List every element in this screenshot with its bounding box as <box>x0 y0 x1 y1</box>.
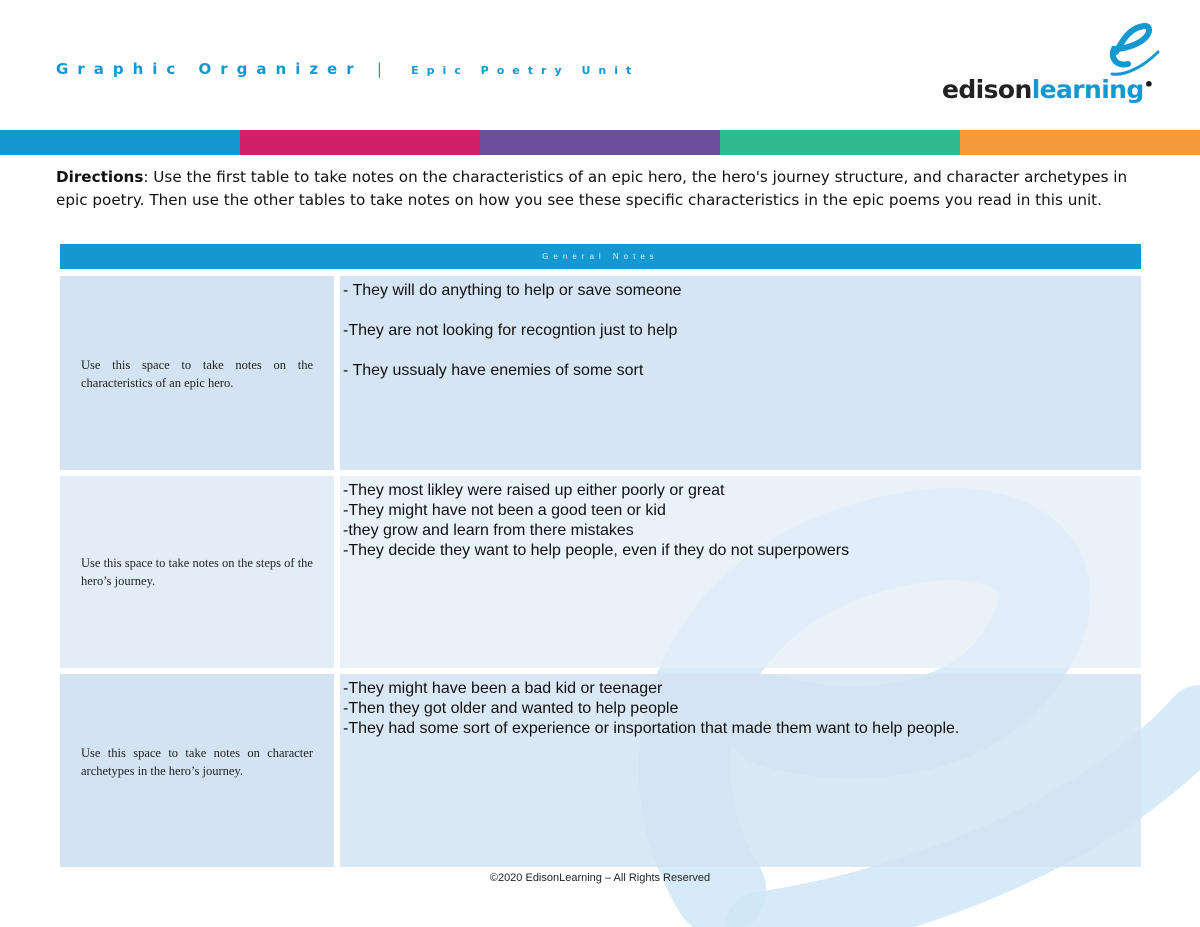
table-row-epic-hero <box>60 276 1141 470</box>
logo-text-edison: edison <box>942 75 1032 104</box>
notes-cell[interactable] <box>340 276 1141 470</box>
note-line: -they grow and learn from there mistakes <box>343 522 634 539</box>
logo-text-learning: learning <box>1031 75 1144 104</box>
prompt-text: Use this space to take notes on the characteristics of an epic hero. <box>81 358 313 390</box>
band-orange <box>960 130 1200 155</box>
note-line: - They will do anything to help or save someone <box>343 282 682 299</box>
edison-e-logo-icon <box>1012 22 1162 78</box>
logo-wordmark <box>942 75 1153 104</box>
note-line: -They most likley were raised up either poorly or great <box>343 482 725 499</box>
note-line: -They might have been a bad kid or teenager <box>343 680 663 697</box>
notes-cell[interactable] <box>340 476 1141 668</box>
copyright-footer: ©2020 EdisonLearning – All Rights Reserved <box>489 872 711 884</box>
directions-text: : Use the first table to take notes on the characteristics of an epic hero, the hero's journey structure, and character archetypes in epic poetry. Then use the other tables to take notes on how you see these specific characteristics in the epic poems you read in this unit. <box>56 168 1128 209</box>
band-green <box>720 130 960 155</box>
prompt-cell <box>60 476 334 668</box>
note-line: -Then they got older and wanted to help people <box>343 700 679 717</box>
notes-text[interactable] <box>343 481 1133 561</box>
directions-label: Directions <box>56 168 144 186</box>
directions-paragraph <box>56 166 1146 212</box>
notes-cell[interactable] <box>340 674 1141 867</box>
organizer-title: Graphic Organizer <box>56 60 363 78</box>
notes-text[interactable] <box>343 679 1133 739</box>
table-header-general-notes: General Notes <box>60 244 1141 269</box>
prompt-text: Use this space to take notes on character archetypes in the hero’s journey. <box>81 746 313 778</box>
note-line: -They decide they want to help people, even if they do not superpowers <box>343 542 850 559</box>
prompt-cell <box>60 674 334 867</box>
color-band <box>0 130 1200 155</box>
band-magenta <box>240 130 480 155</box>
document-title <box>56 60 639 78</box>
edisonlearning-logo <box>942 22 1152 104</box>
prompt-text: Use this space to take notes on the steps of the hero’s journey. <box>81 556 313 588</box>
table-row-heros-journey <box>60 476 1141 668</box>
table-row-archetypes <box>60 674 1141 867</box>
note-line: -They are not looking for recogntion just to help <box>343 322 678 339</box>
note-line: -They might have not been a good teen or kid <box>343 502 666 519</box>
logo-dot: • <box>1143 75 1154 94</box>
notes-text[interactable] <box>343 281 1133 401</box>
note-line: - They ussualy have enemies of some sort <box>343 362 644 379</box>
title-separator: | <box>376 60 391 78</box>
band-blue <box>0 130 240 155</box>
band-purple <box>480 130 720 155</box>
note-line: -They had some sort of experience or insportation that made them want to help people. <box>343 720 960 737</box>
prompt-cell <box>60 276 334 470</box>
unit-subtitle: Epic Poetry Unit <box>411 64 640 77</box>
